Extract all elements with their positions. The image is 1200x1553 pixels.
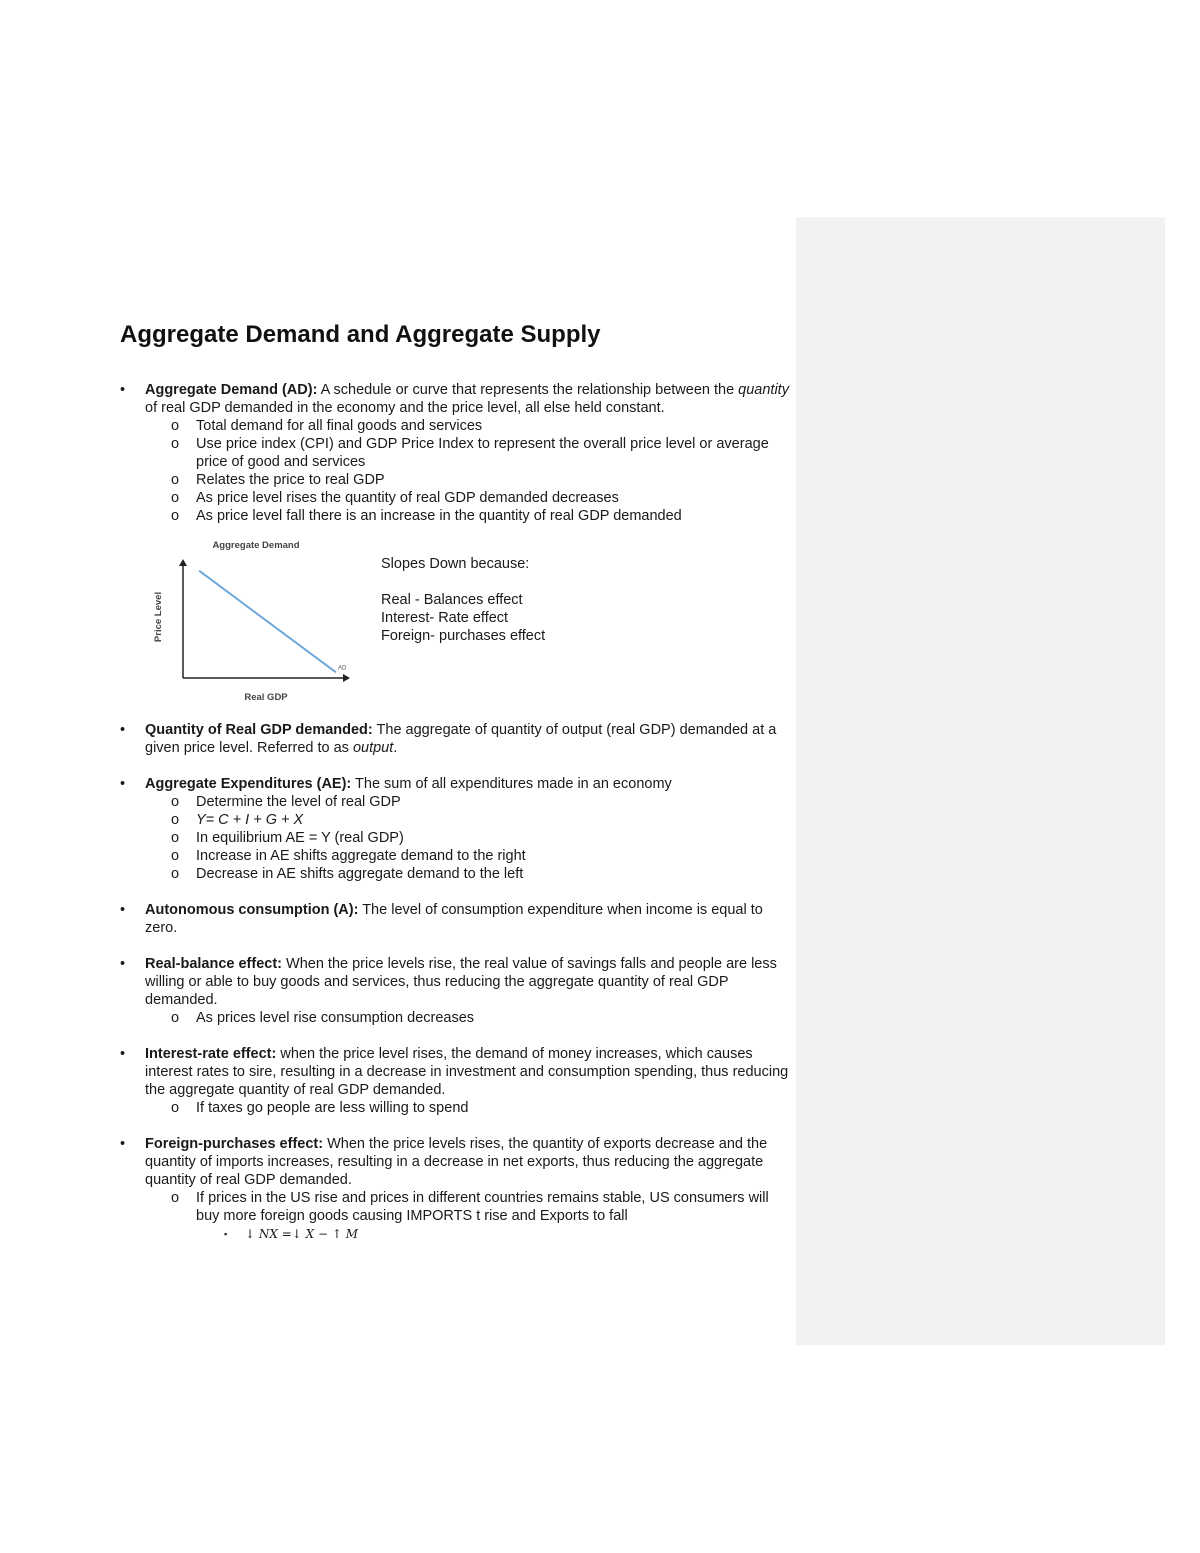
definition-text: . (393, 740, 398, 756)
chart-title: Aggregate Demand (212, 540, 300, 551)
sub-item (120, 1189, 790, 1225)
circle-mark: o (171, 1010, 180, 1026)
definition-text: when the price level rises, the demand of money increases, which causes interest rates to sire, resulting in a decrease in investment and consumption spending, thus reducing the aggregate quantity of real GDP demanded. (145, 1046, 789, 1098)
term-label: Real-balance effect: (145, 956, 282, 972)
sub-item-text: Increase in AE shifts aggregate demand to the right (196, 848, 526, 864)
series-label: AD (337, 665, 347, 672)
slopes-heading: Slopes Down because: (381, 556, 530, 572)
sub-item (120, 489, 790, 507)
bullet-aggregate-expenditures (120, 775, 790, 793)
sub-item (120, 811, 790, 829)
sub-item (120, 507, 790, 525)
term-label: Interest-rate effect: (145, 1046, 277, 1062)
sub-item (120, 829, 790, 847)
definition-italic: quantity (738, 382, 789, 398)
term-label: Aggregate Expenditures (AE): (145, 776, 352, 792)
circle-mark: o (171, 866, 180, 882)
sub-item-text: As prices level rise consumption decreases (196, 1010, 475, 1026)
circle-mark: o (171, 418, 180, 434)
sub-item (120, 417, 790, 435)
sub-item-text: Decrease in AE shifts aggregate demand to the left (196, 866, 524, 882)
term-label: Quantity of Real GDP demanded: (145, 722, 373, 738)
sub-sub-item (120, 1225, 790, 1243)
series-line-ad (199, 571, 336, 673)
y-axis-arrow (179, 559, 187, 566)
aggregate-demand-chart (146, 535, 361, 705)
aggregate-demand-figure (120, 535, 790, 721)
bullet-real-balance-effect (120, 955, 790, 1009)
sub-item (120, 865, 790, 883)
circle-mark: o (171, 830, 180, 846)
sub-item-text: Total demand for all final goods and services (196, 418, 483, 434)
sub-item (120, 847, 790, 865)
definition-text: The level of consumption expenditure when income is equal to zero. (145, 902, 763, 936)
circle-mark: o (171, 1100, 180, 1116)
bullet-mark: • (120, 1046, 126, 1062)
definition-text: When the price levels rises, the quantity of exports decrease and the quantity of imports increases, resulting in a decrease in net exports, thus reducing the aggregate quantity of real GDP demanded. (145, 1136, 768, 1188)
bullet-mark: • (120, 776, 126, 792)
bullet-mark: • (120, 902, 126, 918)
bullet-mark: • (120, 382, 126, 398)
circle-mark: o (171, 794, 180, 810)
bullet-mark: • (120, 956, 126, 972)
circle-mark: o (171, 848, 180, 864)
definition-text: A schedule or curve that represents the relationship between the (317, 382, 739, 398)
sub-item-text: Y= C + I + G + X (196, 812, 304, 828)
bullet-aggregate-demand (120, 381, 790, 417)
comment-pane (796, 217, 1165, 1345)
page-title: Aggregate Demand and Aggregate Supply (120, 321, 601, 348)
sub-item (120, 471, 790, 489)
term-label: Autonomous consumption (A): (145, 902, 359, 918)
x-axis-arrow (343, 674, 350, 682)
slopes-down-notes (381, 555, 545, 645)
sub-item (120, 793, 790, 811)
bullet-mark: • (120, 722, 126, 738)
sub-item-text: Use price index (CPI) and GDP Price Index to represent the overall price level or average price of good and services (196, 436, 769, 470)
definition-text: When the price levels rise, the real value of savings falls and people are less willing or able to buy goods and services, thus reducing the aggregate quantity of real GDP demanded. (145, 956, 777, 1008)
circle-mark: o (171, 508, 180, 524)
bullet-foreign-purchases-effect (120, 1135, 790, 1189)
sub-item-text: In equilibrium AE = Y (real GDP) (196, 830, 404, 846)
notes-body (120, 381, 790, 1243)
square-mark: ▪ (224, 1229, 228, 1239)
net-exports-formula: ↓ NX =↓ X − ↑ M (245, 1227, 359, 1241)
sub-item-text: If taxes go people are less willing to spend (196, 1100, 469, 1116)
sub-item-text: As price level fall there is an increase in the quantity of real GDP demanded (196, 508, 682, 524)
slopes-item: Real - Balances effect (381, 592, 523, 608)
term-label: Aggregate Demand (AD): (145, 382, 318, 398)
term-label: Foreign-purchases effect: (145, 1136, 324, 1152)
definition-text: The aggregate of quantity of output (real GDP) demanded at a given price level. Referred to as (145, 722, 777, 756)
circle-mark: o (171, 472, 180, 488)
bullet-mark: • (120, 1136, 126, 1152)
y-axis-label: Price Level (153, 591, 164, 643)
sub-item-text: As price level rises the quantity of real GDP demanded decreases (196, 490, 619, 506)
circle-mark: o (171, 1190, 180, 1206)
sub-item-text: If prices in the US rise and prices in different countries remains stable, US consumers will buy more foreign goods causing IMPORTS t rise and Exports to fall (196, 1190, 769, 1224)
bullet-interest-rate-effect (120, 1045, 790, 1099)
circle-mark: o (171, 812, 180, 828)
circle-mark: o (171, 436, 180, 452)
sub-item-text: Relates the price to real GDP (196, 472, 385, 488)
slopes-item: Foreign- purchases effect (381, 628, 546, 644)
circle-mark: o (171, 490, 180, 506)
sub-item (120, 1099, 790, 1117)
sub-item-text: Determine the level of real GDP (196, 794, 401, 810)
sub-item (120, 435, 790, 471)
sub-item (120, 1009, 790, 1027)
definition-text: of real GDP demanded in the economy and the price level, all else held constant. (145, 400, 665, 416)
x-axis-label: Real GDP (244, 692, 288, 703)
bullet-quantity-real-gdp (120, 721, 790, 757)
slopes-item: Interest- Rate effect (381, 610, 509, 626)
bullet-autonomous-consumption (120, 901, 790, 937)
definition-italic: output (352, 740, 394, 756)
definition-text: The sum of all expenditures made in an economy (351, 776, 672, 792)
